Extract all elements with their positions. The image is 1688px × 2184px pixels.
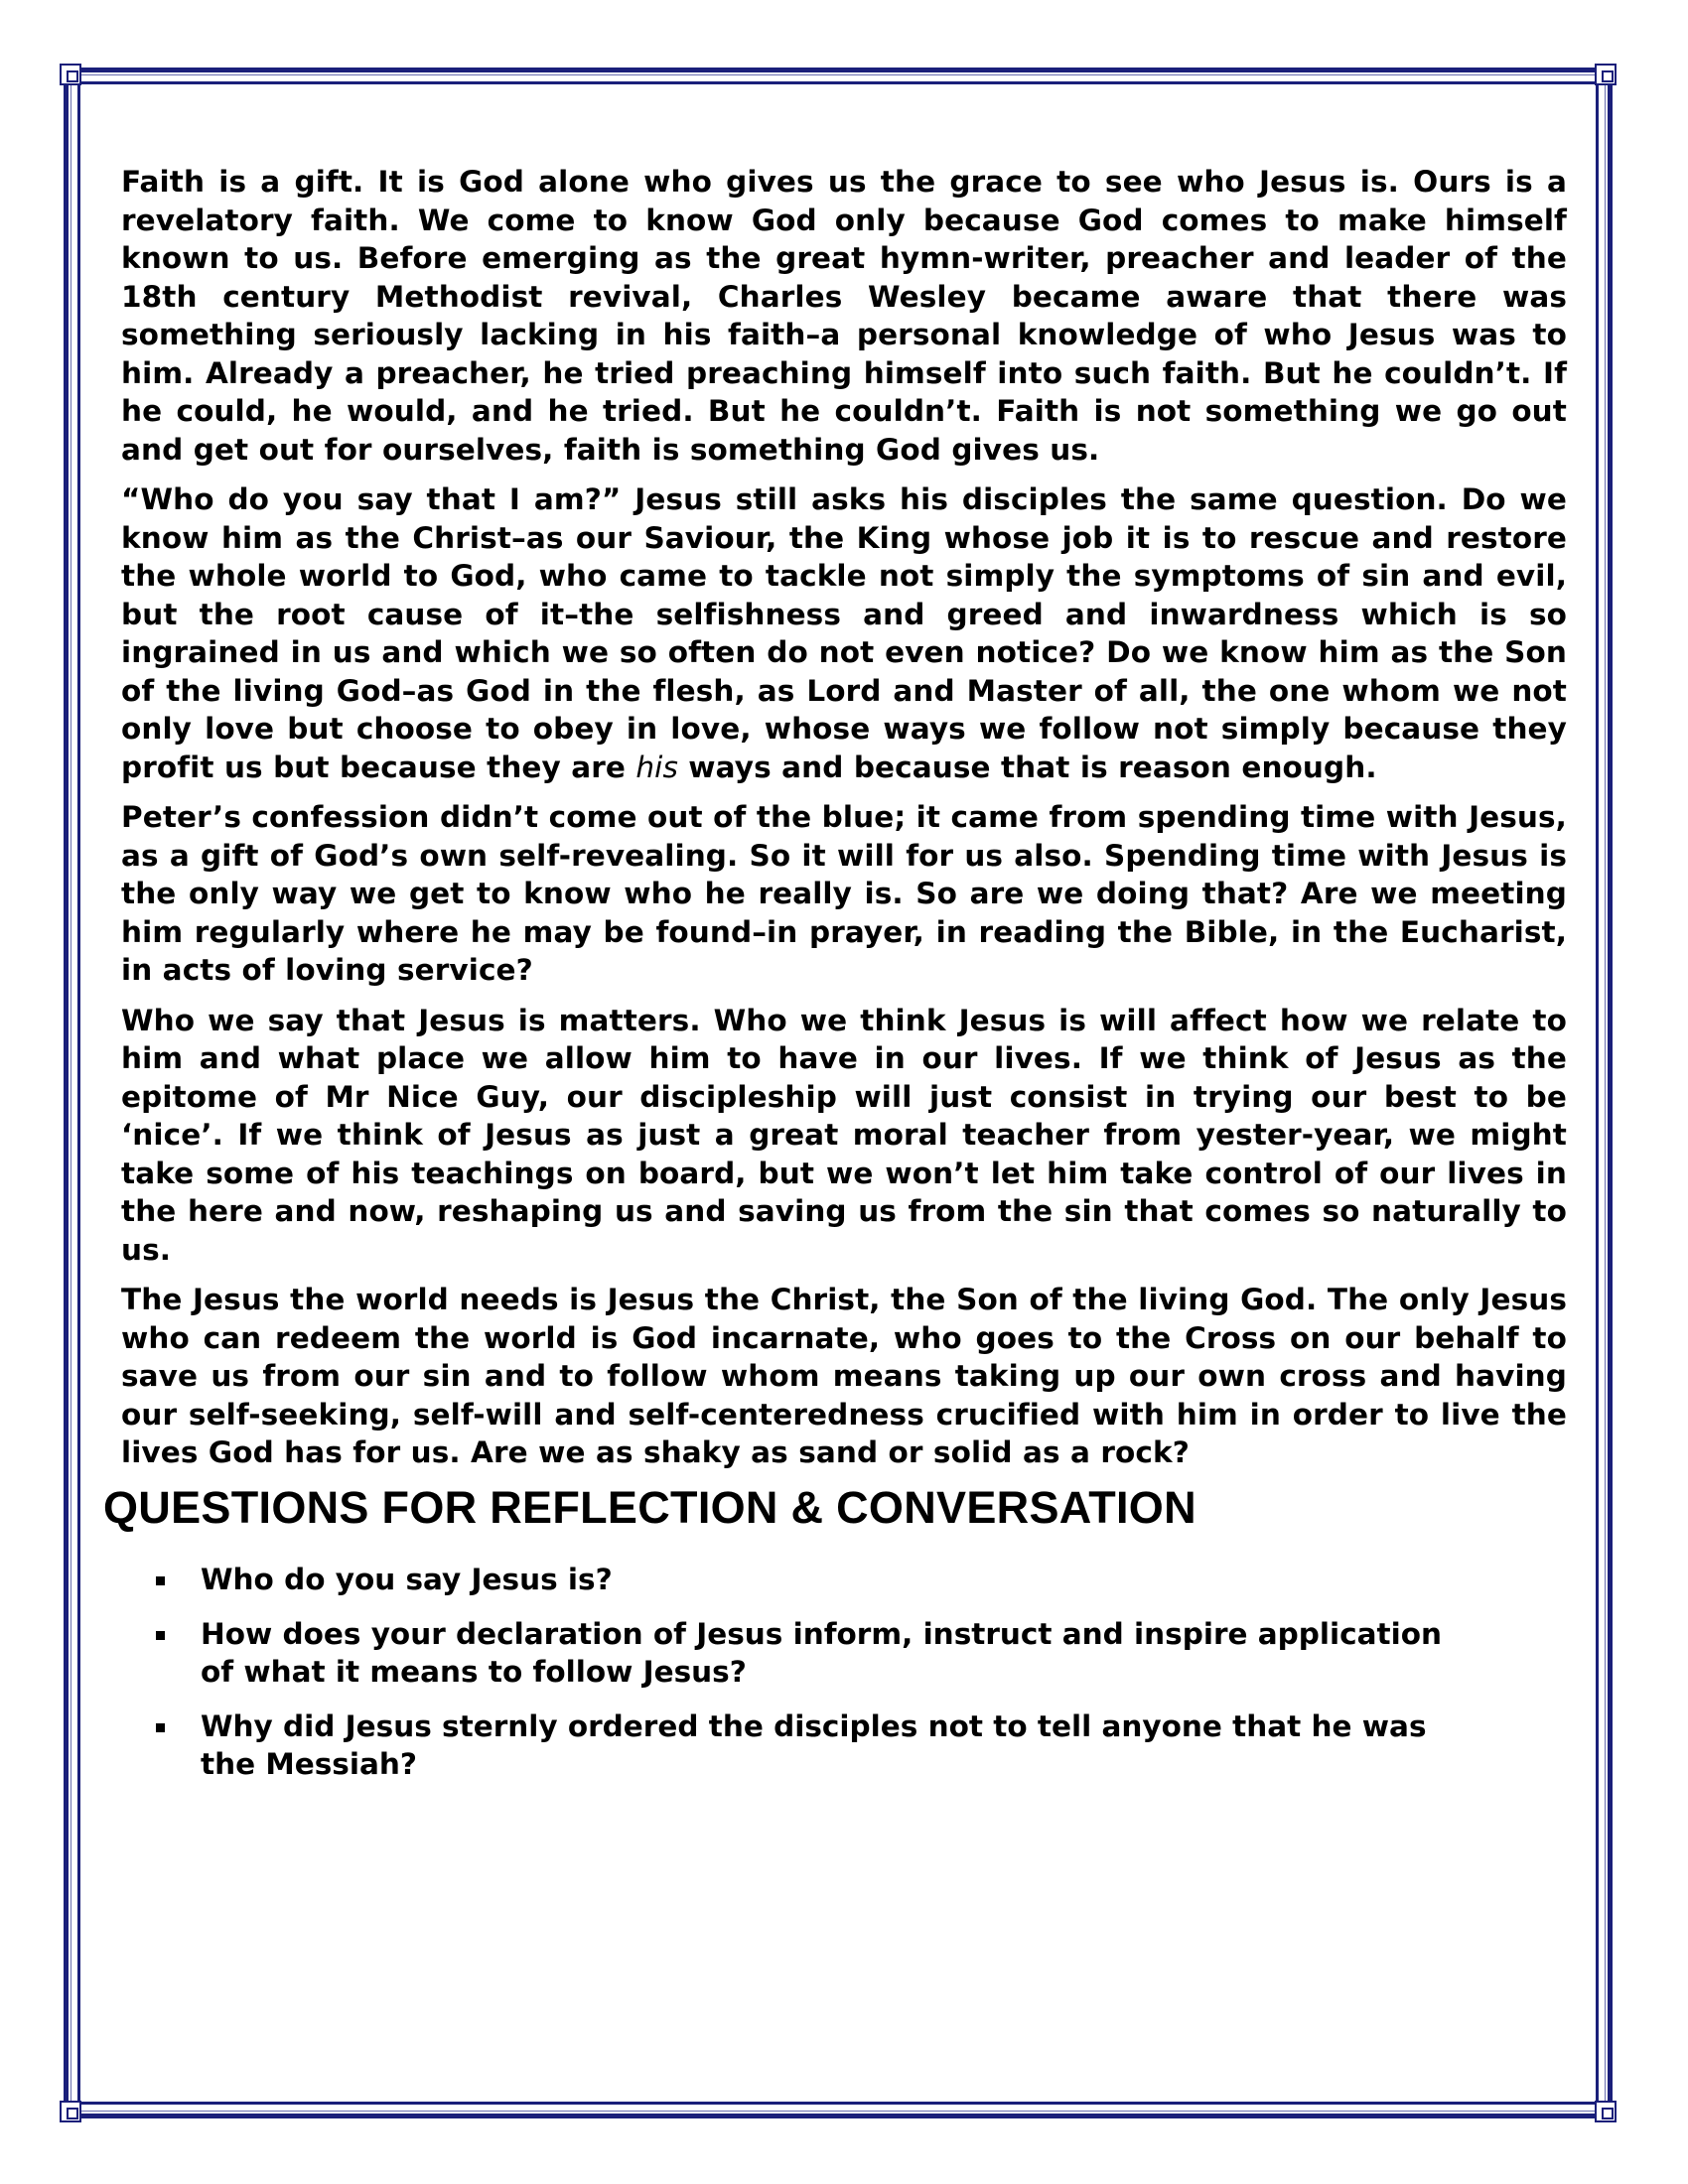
list-item: [149, 1707, 1481, 1784]
paragraph-emphasis: his: [635, 750, 678, 784]
square-bullet-icon: [156, 1576, 165, 1585]
paragraph-text: Peter’s confession didn’t come out of the blue; it came from spending time with Jesus, as a gift of God’s own self-revealing. So it will for us also. Spending time with Jesus is the only way we get to know who he really is. So are we doing that? Are we meeting him regularly where he may be found–in prayer, in reading the Bible, in the Eucharist, in acts of loving service?: [121, 800, 1567, 987]
paragraph-who-we-say-matters: [121, 1002, 1567, 1270]
body-text: [121, 163, 1567, 1484]
paragraph-text: “Who do you say that I am?” Jesus still asks his disciples the same question. Do we know him as the Christ–as our Saviour, the King whose job it is to rescue and restore the whole world to God, who came to tackle not simply the symptoms of sin and evil, but the root cause of it–the selfishness and greed and inwardness which is so ingrained in us and which we so often do not even notice? Do we know him as the Son of the living God–as God in the flesh, as Lord and Master of all, the one whom we not only love but choose to obey in love, whose ways we follow not simply because they profit us but because they are: [121, 482, 1567, 784]
list-item: [149, 1615, 1481, 1692]
paragraph-who-do-you-say: [121, 480, 1567, 786]
paragraph-text: Faith is a gift. It is God alone who gives us the grace to see who Jesus is. Ours is a revelatory faith. We come to know God only because God comes to make himself known to us. Before emerging as the great hymn-writer, preacher and leader of the 18th century Methodist revival, Charles Wesley became aware that there was something seriously lacking in his faith–a personal knowledge of who Jesus was to him. Already a preacher, he tried preaching himself into such faith. But he couldn’t. If he could, he would, and he tried. But he couldn’t. Faith is not something we go out and get out for ourselves, faith is something God gives us.: [121, 165, 1567, 467]
questions-list: [149, 1561, 1460, 1800]
paragraph-text-end: ways and because that is reason enough.: [677, 750, 1377, 784]
corner-ornament-bottom-left: [60, 2101, 81, 2122]
question-text: Who do you say Jesus is?: [201, 1563, 613, 1596]
corner-ornament-bottom-right: [1595, 2101, 1617, 2122]
paragraph-the-jesus-the-world-needs: [121, 1281, 1567, 1472]
question-text: How does your declaration of Jesus inform, instruct and inspire application of what it means to follow Jesus?: [201, 1616, 1443, 1689]
section-heading: QUESTIONS FOR REFLECTION & CONVERSATION: [103, 1482, 1196, 1533]
paragraph-faith-is-a-gift: [121, 163, 1567, 469]
corner-ornament-top-left: [60, 64, 81, 85]
corner-ornament-top-right: [1595, 64, 1617, 85]
question-text: Why did Jesus sternly ordered the disciples not to tell anyone that he was the Messiah?: [201, 1708, 1427, 1781]
paragraph-text: The Jesus the world needs is Jesus the Christ, the Son of the living God. The only Jesus who can redeem the world is God incarnate, who goes to the Cross on our behalf to save us from our sin and to follow whom means taking up our own cross and having our self-seeking, self-will and self-centeredness crucified with him in order to live the lives God has for us. Are we as shaky as sand or solid as a rock?: [121, 1283, 1567, 1469]
list-item: [149, 1561, 1460, 1599]
paragraph-text: Who we say that Jesus is matters. Who we think Jesus is will affect how we relate to him and what place we allow him to have in our lives. If we think of Jesus as the epitome of Mr Nice Guy, our discipleship will just consist in trying our best to be ‘nice’. If we think of Jesus as just a great moral teacher from yester-year, we might take some of his teachings on board, but we won’t let him take control of our lives in the here and now, reshaping us and saving us from the sin that comes so naturally to us.: [121, 1003, 1567, 1267]
square-bullet-icon: [156, 1723, 165, 1732]
square-bullet-icon: [156, 1631, 165, 1640]
paragraph-peters-confession: [121, 798, 1567, 990]
